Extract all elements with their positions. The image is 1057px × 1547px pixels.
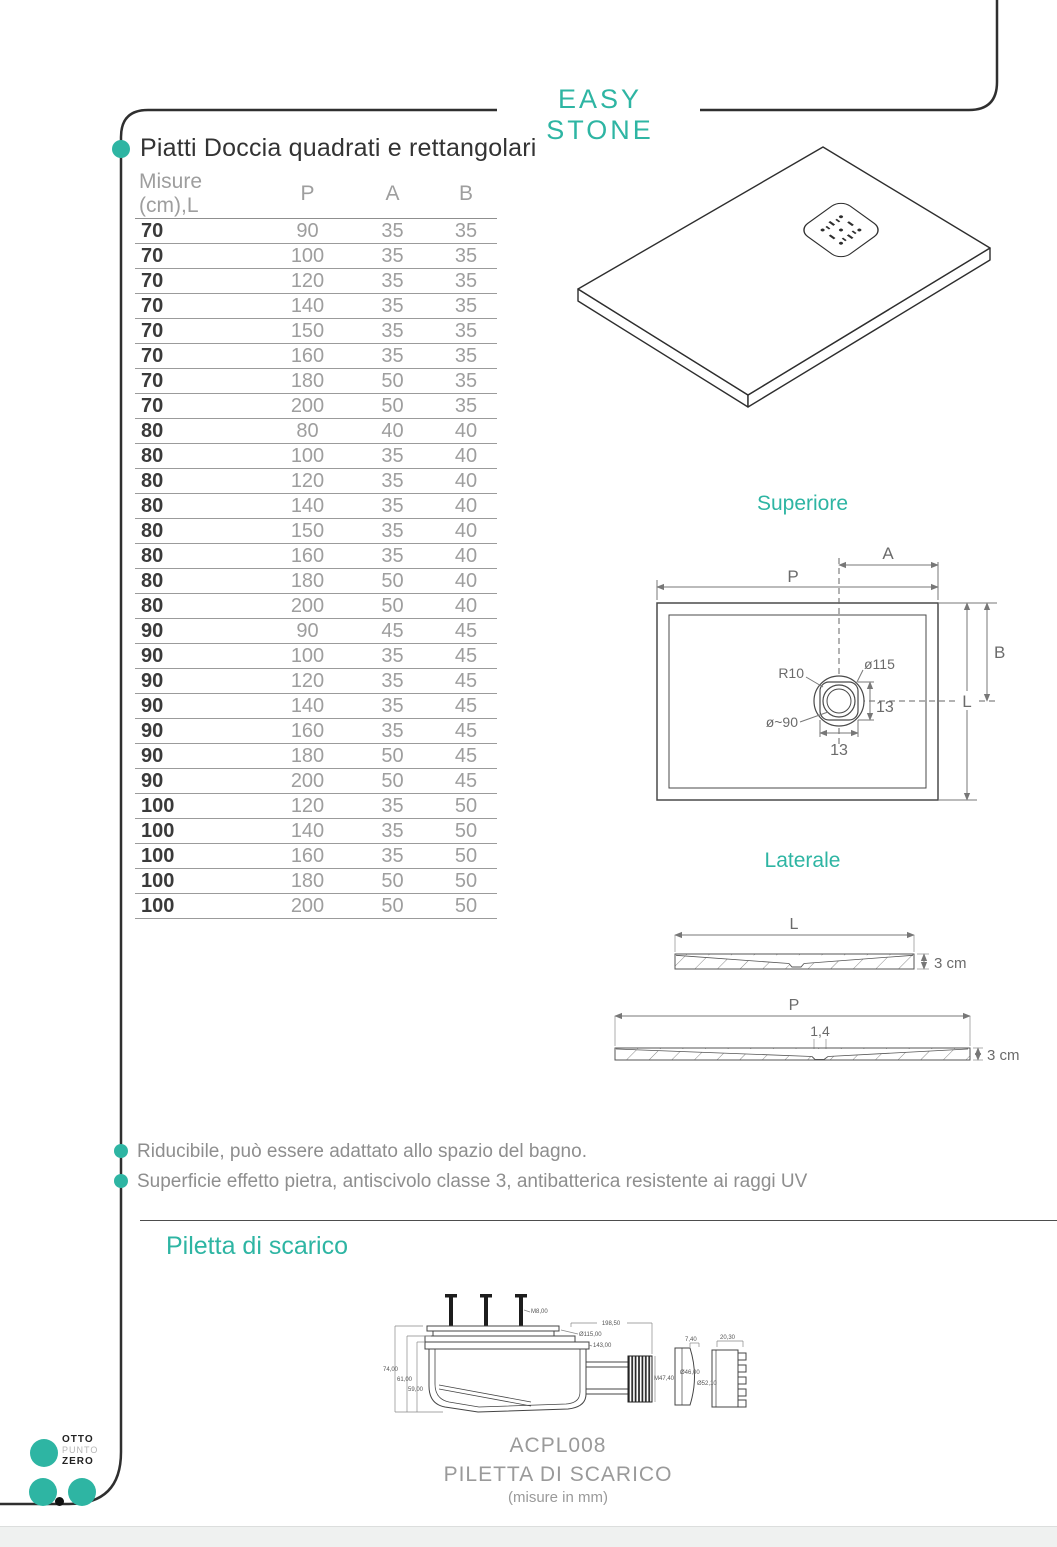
cell-l: 70 [135, 219, 265, 244]
cell-value: 180 [265, 369, 350, 394]
cell-value: 50 [350, 894, 435, 919]
table-row [135, 219, 497, 244]
cell-value: 50 [350, 869, 435, 894]
thickness-l-label: 3 cm [934, 955, 967, 972]
thickness-p-label: 3 cm [987, 1047, 1020, 1064]
cell-value: 200 [265, 894, 350, 919]
cell-value: 200 [265, 394, 350, 419]
cell-value: 40 [435, 569, 497, 594]
table-row [135, 819, 497, 844]
logo-line2: PUNTO [62, 1445, 99, 1455]
cell-value: 35 [435, 394, 497, 419]
cell-value: 160 [265, 844, 350, 869]
cell-value: 45 [435, 619, 497, 644]
brand-title: EASY STONE [546, 84, 654, 145]
dim-gasket-thickness: 7,40 [685, 1337, 697, 1343]
cell-value: 50 [435, 844, 497, 869]
cell-value: 100 [265, 244, 350, 269]
cell-l: 90 [135, 744, 265, 769]
feature-bullet-icon [114, 1174, 128, 1188]
piletta-title: Piletta di scarico [166, 1232, 349, 1260]
cell-value: 40 [350, 419, 435, 444]
logo-circle-icon [29, 1478, 57, 1506]
cell-value: 140 [265, 694, 350, 719]
page-edge [0, 1526, 1057, 1547]
cell-l: 80 [135, 569, 265, 594]
cell-value: 140 [265, 819, 350, 844]
cell-value: 120 [265, 669, 350, 694]
table-row [135, 719, 497, 744]
cell-value: 35 [435, 369, 497, 394]
table-row [135, 844, 497, 869]
logo-line3: ZERO [62, 1456, 94, 1467]
cell-value: 180 [265, 869, 350, 894]
logo-line1: OTTO [62, 1434, 94, 1445]
dim-mid-height: 61,00 [397, 1377, 413, 1383]
cell-value: 45 [435, 669, 497, 694]
cell-l: 100 [135, 794, 265, 819]
superiore-diagram [630, 540, 1050, 830]
cell-value: 200 [265, 769, 350, 794]
cell-value: 35 [350, 244, 435, 269]
piletta-code: ACPL008 [509, 1434, 607, 1457]
cell-value: 50 [435, 819, 497, 844]
cell-l: 70 [135, 344, 265, 369]
cell-value: 35 [435, 344, 497, 369]
table-row [135, 769, 497, 794]
laterale-diagram [607, 898, 1057, 1088]
cell-value: 45 [435, 744, 497, 769]
section-divider [140, 1220, 1057, 1221]
cell-l: 90 [135, 694, 265, 719]
cell-l: 70 [135, 269, 265, 294]
cell-l: 90 [135, 644, 265, 669]
cell-value: 35 [350, 519, 435, 544]
dim-thread: M47,40 [654, 1376, 675, 1382]
dim-body-width: 143,00 [593, 1343, 612, 1349]
section-bullet-icon [112, 140, 130, 158]
cell-value: 35 [435, 219, 497, 244]
col-header-misure: Misure (cm),L [135, 170, 265, 219]
table-row [135, 669, 497, 694]
table-row [135, 544, 497, 569]
cell-value: 35 [350, 819, 435, 844]
cell-value: 40 [435, 494, 497, 519]
dim-nut-diameter: Ø52,10 [697, 1381, 717, 1387]
table-row [135, 319, 497, 344]
cell-value: 50 [350, 769, 435, 794]
cell-l: 70 [135, 244, 265, 269]
cell-value: 35 [350, 294, 435, 319]
table-row [135, 894, 497, 919]
piletta-captions [383, 1434, 733, 1506]
cell-value: 35 [350, 469, 435, 494]
dim-total-height: 74,00 [383, 1367, 399, 1373]
drain-diameter-label: ø~90 [765, 714, 798, 730]
nut-part [712, 1350, 746, 1407]
feature-text: Superficie effetto pietra, antiscivolo classe 3, antibatterica resistente ai raggi UV [137, 1171, 808, 1192]
cell-value: 35 [435, 244, 497, 269]
logo-circle-icon [30, 1439, 58, 1467]
brand-logo [20, 1422, 120, 1517]
cell-l: 90 [135, 769, 265, 794]
dim-l-label: L [962, 692, 972, 711]
cell-value: 40 [435, 594, 497, 619]
cell-l: 70 [135, 294, 265, 319]
cell-value: 50 [435, 869, 497, 894]
cell-l: 80 [135, 419, 265, 444]
dim-nut-width: 20,30 [720, 1335, 736, 1341]
cell-value: 50 [350, 394, 435, 419]
cell-l: 80 [135, 519, 265, 544]
tray-top-face [578, 147, 990, 395]
cell-value: 140 [265, 294, 350, 319]
cell-value: 35 [350, 844, 435, 869]
cell-value: 180 [265, 744, 350, 769]
piletta-drawing [383, 1283, 773, 1433]
cell-value: 45 [350, 619, 435, 644]
cell-value: 50 [350, 594, 435, 619]
cell-value: 50 [435, 894, 497, 919]
cell-value: 35 [350, 269, 435, 294]
cell-value: 120 [265, 469, 350, 494]
cell-value: 35 [350, 494, 435, 519]
table-row [135, 619, 497, 644]
thread-section [628, 1356, 652, 1402]
cell-l: 70 [135, 319, 265, 344]
logo-text [62, 1434, 98, 1467]
cell-value: 120 [265, 269, 350, 294]
cell-value: 35 [350, 444, 435, 469]
table-row [135, 694, 497, 719]
table-header-row [135, 170, 497, 219]
col-header-b: B [435, 170, 497, 219]
cell-l: 80 [135, 594, 265, 619]
cell-value: 160 [265, 719, 350, 744]
cell-value: 80 [265, 419, 350, 444]
corner-radius-label: R10 [778, 665, 804, 681]
cell-value: 45 [435, 769, 497, 794]
frame-top-right [700, 0, 997, 110]
cell-value: 40 [435, 519, 497, 544]
cell-value: 35 [350, 544, 435, 569]
laterale-label: Laterale [764, 849, 841, 872]
table-row [135, 594, 497, 619]
screws [445, 1294, 527, 1326]
cell-value: 90 [265, 619, 350, 644]
cell-l: 90 [135, 719, 265, 744]
table-row [135, 869, 497, 894]
table-row [135, 469, 497, 494]
dim-overall-length: 198,50 [601, 1321, 621, 1327]
cell-value: 40 [435, 444, 497, 469]
cell-value: 40 [435, 419, 497, 444]
dim-inner-height: 59,00 [408, 1387, 424, 1393]
cell-l: 80 [135, 469, 265, 494]
cell-l: 100 [135, 869, 265, 894]
table-row [135, 394, 497, 419]
cell-value: 120 [265, 794, 350, 819]
cell-value: 35 [350, 319, 435, 344]
table-row [135, 269, 497, 294]
dim-flange-diameter: Ø115,00 [579, 1332, 602, 1338]
dim-p-label: P [787, 567, 799, 586]
cell-value: 35 [350, 644, 435, 669]
cell-l: 100 [135, 894, 265, 919]
table-row [135, 344, 497, 369]
cell-l: 80 [135, 494, 265, 519]
superiore-label: Superiore [756, 492, 849, 515]
cell-value: 35 [350, 344, 435, 369]
table-row [135, 294, 497, 319]
cell-value: 90 [265, 219, 350, 244]
table-row [135, 794, 497, 819]
cell-value: 200 [265, 594, 350, 619]
cell-l: 100 [135, 819, 265, 844]
drain-offset-label: 1,4 [810, 1023, 830, 1039]
dim-a-label: A [882, 544, 894, 563]
cell-value: 35 [350, 794, 435, 819]
cell-value: 35 [350, 694, 435, 719]
cell-l: 80 [135, 444, 265, 469]
dim-screw: M8,00 [531, 1309, 548, 1315]
tray-isometric-drawing [558, 133, 1043, 425]
laterale-p-label: P [788, 997, 800, 1014]
dim-b-label: B [994, 643, 1006, 662]
cell-l: 90 [135, 619, 265, 644]
cell-value: 45 [435, 694, 497, 719]
grate-height-label: 13 [876, 699, 894, 716]
cell-value: 140 [265, 494, 350, 519]
cell-l: 100 [135, 844, 265, 869]
cell-value: 100 [265, 644, 350, 669]
cell-value: 35 [350, 669, 435, 694]
table-row [135, 419, 497, 444]
cell-value: 35 [350, 219, 435, 244]
cell-value: 35 [435, 319, 497, 344]
col-header-a: A [350, 170, 435, 219]
cell-value: 40 [435, 544, 497, 569]
table-row [135, 569, 497, 594]
table-row [135, 519, 497, 544]
logo-dot-icon [55, 1497, 64, 1506]
cell-value: 35 [435, 294, 497, 319]
piletta-name: PILETTA DI SCARICO [443, 1463, 673, 1486]
cell-value: 35 [435, 269, 497, 294]
cell-value: 160 [265, 344, 350, 369]
cell-value: 50 [350, 569, 435, 594]
feature-bullet-icon [114, 1144, 128, 1158]
dim-gasket-diameter: Ø46,00 [680, 1370, 700, 1376]
table-row [135, 444, 497, 469]
page-title: Piatti Doccia quadrati e rettangolari [140, 134, 537, 162]
cell-value: 35 [350, 719, 435, 744]
cell-l: 70 [135, 369, 265, 394]
cell-l: 70 [135, 394, 265, 419]
table-row [135, 369, 497, 394]
cell-value: 100 [265, 444, 350, 469]
laterale-l-label: L [789, 916, 799, 933]
size-table-body [135, 219, 497, 919]
cell-value: 50 [435, 794, 497, 819]
cell-value: 150 [265, 519, 350, 544]
grate-width-label: 13 [830, 742, 848, 759]
cell-value: 45 [435, 719, 497, 744]
cell-value: 150 [265, 319, 350, 344]
cell-value: 50 [350, 369, 435, 394]
cell-value: 40 [435, 469, 497, 494]
flange-diameter-label: ø115 [864, 656, 895, 672]
cell-l: 90 [135, 669, 265, 694]
feature-text: Riducibile, può essere adattato allo spazio del bagno. [137, 1141, 587, 1162]
cell-value: 50 [350, 744, 435, 769]
cell-value: 180 [265, 569, 350, 594]
table-row [135, 244, 497, 269]
logo-circle-icon [68, 1478, 96, 1506]
cell-l: 80 [135, 544, 265, 569]
table-row [135, 744, 497, 769]
size-table [135, 170, 497, 919]
cell-value: 160 [265, 544, 350, 569]
table-row [135, 644, 497, 669]
col-header-p: P [265, 170, 350, 219]
cell-value: 45 [435, 644, 497, 669]
piletta-note: (misure in mm) [508, 1489, 608, 1506]
gasket-part [675, 1348, 695, 1405]
table-row [135, 494, 497, 519]
